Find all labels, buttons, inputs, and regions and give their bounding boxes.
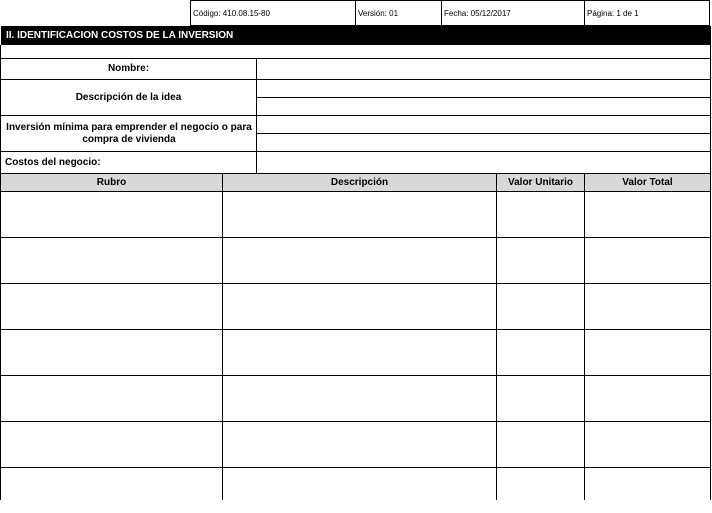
descripcion-field-line-2[interactable] [257,98,710,115]
inversion-label: Inversión mínima para emprender el negocio o para compra de vivienda [6,121,252,145]
descripcion-cell[interactable] [223,192,496,237]
valor-total-cell[interactable] [585,330,710,375]
costos-field[interactable] [257,152,710,173]
rubro-cell[interactable] [1,468,222,513]
document-page: Página: 1 de 1 [584,0,710,26]
valor-unitario-cell[interactable] [497,422,584,467]
section-title: II. IDENTIFICACION COSTOS DE LA INVERSION [1,26,711,45]
inversion-field-line-2[interactable] [257,134,710,151]
descripcion-cell[interactable] [223,238,496,283]
descripcion-cell[interactable] [223,468,496,513]
rubro-cell[interactable] [1,376,222,421]
nombre-label: Nombre: [107,63,150,74]
valor-total-cell[interactable] [585,192,710,237]
rubro-cell[interactable] [1,238,222,283]
valor-total-cell[interactable] [585,376,710,421]
valor-unitario-cell[interactable] [497,330,584,375]
header-rubro: Rubro [1,174,222,191]
valor-unitario-cell[interactable] [497,376,584,421]
valor-total-cell[interactable] [585,284,710,329]
valor-unitario-cell[interactable] [497,284,584,329]
border-right [710,45,711,500]
document-version: Versión: 01 [355,0,441,26]
rubro-cell[interactable] [1,192,222,237]
header-descripcion: Descripción [223,174,496,191]
valor-unitario-cell[interactable] [497,238,584,283]
rubro-cell[interactable] [1,284,222,329]
rubro-cell[interactable] [1,330,222,375]
nombre-field[interactable] [257,59,710,79]
rubro-cell[interactable] [1,422,222,467]
valor-total-cell[interactable] [585,468,710,513]
descripcion-cell[interactable] [223,376,496,421]
valor-total-cell[interactable] [585,422,710,467]
descripcion-field-line-1[interactable] [257,80,710,97]
document-date: Fecha: 05/12/2017 [441,0,584,26]
document-code: Código: 410.08.15-80 [190,0,355,26]
valor-unitario-cell[interactable] [497,468,584,513]
valor-total-cell[interactable] [585,238,710,283]
descripcion-label: Descripción de la idea [75,91,182,103]
valor-unitario-cell[interactable] [497,192,584,237]
header-valor-unitario: Valor Unitario [497,174,584,191]
descripcion-cell[interactable] [223,284,496,329]
descripcion-cell[interactable] [223,422,496,467]
inversion-field-line-1[interactable] [257,116,710,133]
costos-label: Costos del negocio: [5,156,101,168]
header-valor-total: Valor Total [585,174,710,191]
descripcion-cell[interactable] [223,330,496,375]
